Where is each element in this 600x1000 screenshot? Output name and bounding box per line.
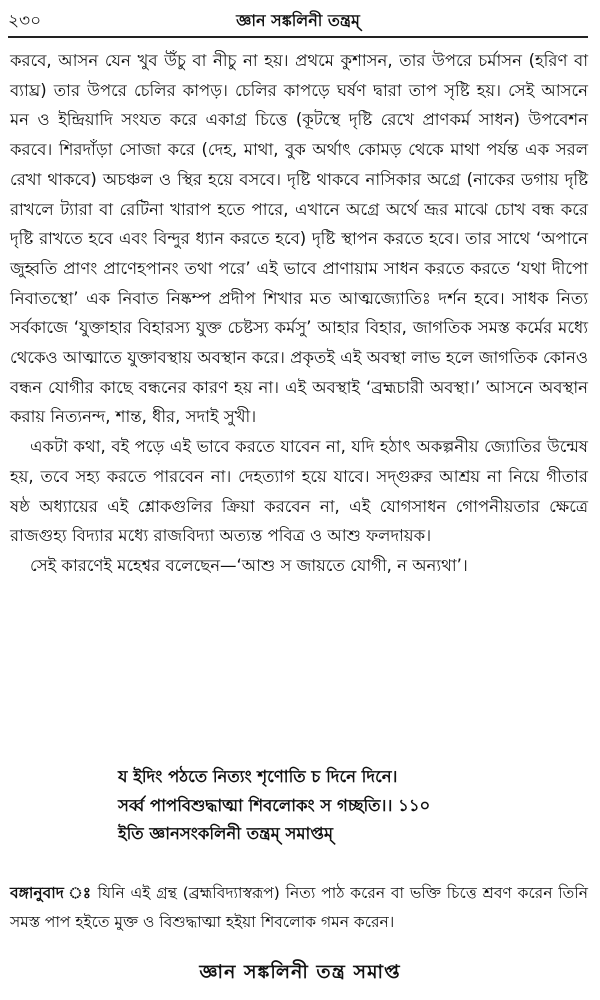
colophon: জ্ঞান সঙ্কলিনী তন্ত্র সমাপ্ত: [199, 961, 401, 983]
verse-line: সর্ব্ব পাপবিশুদ্ধাত্মা শিবলোকং স গচ্ছতি।। ১১০: [118, 795, 431, 815]
paragraph: একটা কথা, বই পড়ে এই ভাবে করতে যাবেন না, যদি হঠাৎ অকল্পনীয় জ্যোতির উন্মেষ হয়, তবে সহ্য করতে পারবেন না। দেহত্যাগ হয়ে যাবে। সদ্গুরুর আশ্রয় না নিয়ে গীতার ষষ্ঠ অধ্যায়ের এই শ্লোকগুলির ক্রিয়া করবেন না, এই যোগসাধন গোপনীয়তার ক্ষেত্রে রাজগুহ্য বিদ্যার মধ্যে রাজবিদ্যা অত্যন্ত পবিত্র ও আশু ফলদায়ক।: [10, 437, 588, 546]
translation-label: বঙ্গানুবাদ ঃ: [10, 884, 92, 902]
verse-line: য ইদিং পঠতে নিত্যং শৃণোতি চ দিনে দিনে।: [118, 767, 398, 786]
page-header: [8, 6, 588, 38]
paragraph: করবে, আসন যেন খুব উঁচু বা নীচু না হয়। প্রথমে কুশাসন, তার উপরে চর্মাসন (হরিণ বা ব্যাঘ্র) তার উপরে চেলির কাপড়। চেলির কাপড়ে ঘর্ষণ দ্বারা তাপ সৃষ্টি হয়। সেই আসনে মন ও ইন্দ্রিয়াদি সংযত করে একাগ্র চিত্তে (কূটস্থে দৃষ্টি রেখে প্রাণকর্ম সাধন) উপবেশন করবে। শিরদাঁড়া সোজা করে (দেহ, মাথা, বুক অর্থাৎ কোমড় থেকে মাথা পর্যন্ত এক সরল রেখা থাকবে) অচঞ্চল ও স্থির হয়ে বসবে। দৃষ্টি থাকবে নাসিকার অগ্রে (নাকের ডগায় দৃষ্টি রাখলে ট্যারা বা রেটিনা খারাপ হতে পারে, এখানে অগ্রে অর্থে ভ্রূর মাঝে চোখ বন্ধ করে দৃষ্টি রাখতে হবে এবং বিন্দুর ধ্যান করতে হবে) দৃষ্টি স্থাপন করতে হবে। তার সাথে ‘অপানে জুহ্বতি প্রাণং প্রাণেহপানং তথা পরে’ এই ভাবে প্রাণায়াম সাধন করতে করতে ‘যথা দীপো নিবাতস্থো’ এক নিবাত নিষ্কম্প প্রদীপ শিখার মত আত্মজ্যোতিঃ দর্শন হবে। সাধক নিত্য সর্বকাজে ‘যুক্তাহার বিহারস্য যুক্ত চেষ্টস্য কর্মসু’ আহার বিহার, জাগতিক সমস্ত কর্মের মধ্যে থেকেও আত্মাতে যুক্তাবস্থায় অবস্থান করে। প্রকৃতই এই অবস্থা লাভ হলে জাগতিক কোনও বন্ধন যোগীর কাছে বন্ধনের কারণ হয় না। এই অবস্থাই ‘ব্রহ্মচারী অবস্থা।’ আসনে অবস্থান করায় নিত্যনন্দ, শান্ত, ধীর, সদাই সুখী।: [10, 51, 588, 427]
translation-text: যিনি এই গ্রন্থ (ব্রহ্মবিদ্যাস্বরূপ) নিত্য পাঠ করেন বা ভক্তি চিত্তে শ্রবণ করেন তিনি সমস্ত পাপ হইতে মুক্ত ও বিশুদ্ধাত্মা হইয়া শিবলোক গমন করেন।: [10, 884, 589, 931]
sanskrit-verse: [118, 763, 430, 849]
paragraph: সেই কারণেই মহেশ্বর বলেছেন—‘আশু স জায়তে যোগী, ন অন্যথা’।: [30, 555, 468, 575]
running-title: জ্ঞান সঙ্কলিনী তন্ত্রম্: [236, 11, 360, 30]
verse-line: ইতি জ্ঞানসংকলিনী তন্ত্রম্ সমাপ্তম্: [118, 824, 334, 843]
bengali-translation: [10, 879, 588, 937]
page-number: ২৩০: [8, 11, 42, 31]
body-text: [10, 46, 588, 581]
